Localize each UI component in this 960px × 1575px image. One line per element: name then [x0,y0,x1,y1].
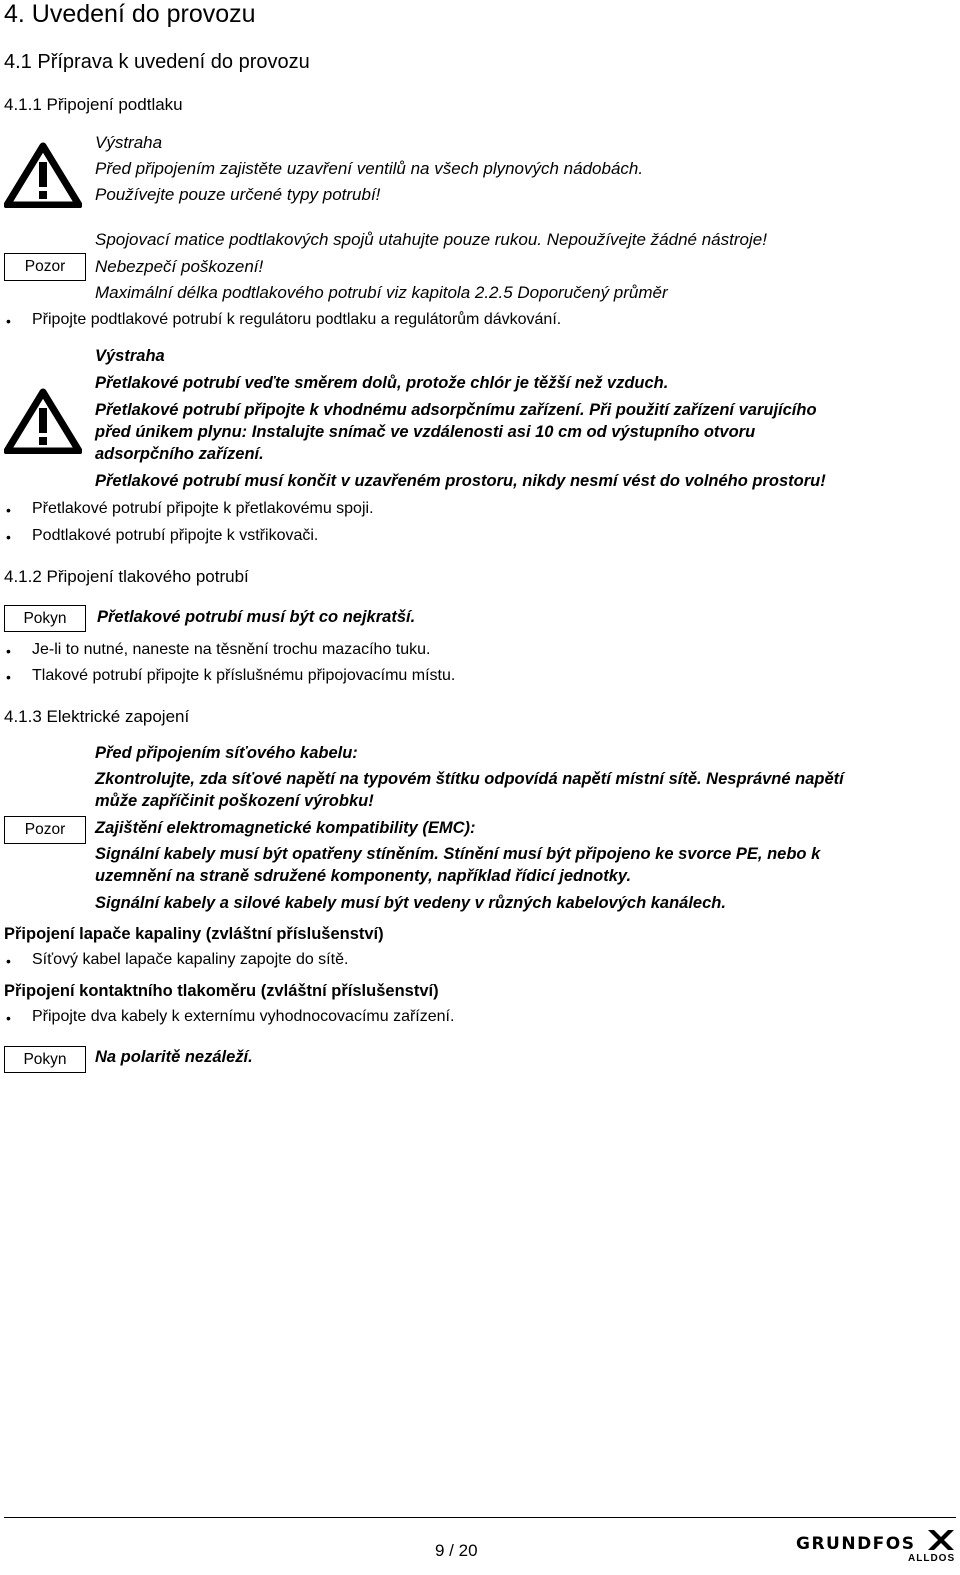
bullet-icon: • [6,1010,11,1026]
warning-text: Přetlakové potrubí musí končit v uzavřeném prostoru, nikdy nesmí vést do volného prostoru! [95,472,826,490]
bullet-icon: • [6,953,11,969]
bullet-icon: • [6,529,11,545]
caution-text: Signální kabely musí být opatřeny stíněním. Stínění musí být připojeno ke svorce PE, nebo k [95,845,821,863]
subsection-title-vacuum: 4.1.1 Připojení podtlaku [4,95,183,114]
caution-text: Maximální délka podtlakového potrubí viz kapitola 2.2.5 Doporučený průměr [95,283,668,302]
chapter-title: 4. Uvedení do provozu [4,0,256,28]
caution-text: Nebezpečí poškození! [95,257,264,276]
caution-text: Zkontrolujte, zda síťové napětí na typovém štítku odpovídá napětí místní sítě. Nesprávné napětí [95,770,844,788]
list-item: Přetlakové potrubí připojte k přetlakovému spoji. [32,500,374,517]
sub-brand-name: ALLDOS [908,1553,956,1564]
caution-text: uzemnění na straně sdružené komponenty, například řídicí jednotky. [95,867,632,885]
footer-divider [4,1517,956,1518]
caution-tag: Pozor [4,816,86,844]
page-number: 9 / 20 [435,1541,478,1560]
warning-triangle-icon [4,388,82,454]
bullet-icon: • [6,313,11,329]
list-item: Síťový kabel lapače kapaliny zapojte do sítě. [32,951,349,968]
caution-tag: Pozor [4,253,86,281]
list-item: Tlakové potrubí připojte k příslušnému připojovacímu místu. [32,667,456,684]
bullet-icon: • [6,669,11,685]
bullet-icon: • [6,643,11,659]
list-item: Připojte podtlakové potrubí k regulátoru podtlaku a regulátorům dávkování. [32,311,562,328]
note-text: Přetlakové potrubí musí být co nejkratší. [97,608,416,626]
caution-text: může zapříčinit poškození výrobku! [95,792,374,810]
note-text: Na polaritě nezáleží. [95,1048,253,1066]
subheading-liquid-trap: Připojení lapače kapaliny (zvláštní příslušenství) [4,925,384,943]
warning-text: před únikem plynu: Instalujte snímač ve vzdálenosti asi 10 cm od výstupního otvoru [95,423,756,441]
note-tag: Pokyn [4,605,86,632]
caution-text: Před připojením síťového kabelu: [95,744,358,762]
warning-title: Výstraha [95,133,163,152]
note-tag: Pokyn [4,1046,86,1073]
subsection-title-pressure: 4.1.2 Připojení tlakového potrubí [4,567,249,586]
warning-text: Přetlakové potrubí připojte k vhodnému adsorpčnímu zařízení. Při použití zařízení varujícího [95,401,817,419]
section-title: 4.1 Příprava k uvedení do provozu [4,51,310,73]
warning-triangle-icon [4,142,82,208]
caution-text: Signální kabely a silové kabely musí být vedeny v různých kabelových kanálech. [95,894,726,912]
subheading-pressure-gauge: Připojení kontaktního tlakoměru (zvláštní příslušenství) [4,982,439,1000]
warning-text: Přetlakové potrubí veďte směrem dolů, protože chlór je těžší než vzduch. [95,374,669,392]
list-item: Je-li to nutné, naneste na těsnění trochu mazacího tuku. [32,641,431,658]
caution-text: Zajištění elektromagnetické kompatibility (EMC): [95,819,476,837]
subsection-title-electrical: 4.1.3 Elektrické zapojení [4,707,190,726]
list-item: Podtlakové potrubí připojte k vstřikovači. [32,527,319,544]
bullet-icon: • [6,502,11,518]
grundfos-logo-icon [926,1528,956,1552]
warning-title: Výstraha [95,347,165,365]
warning-text: adsorpčního zařízení. [95,445,264,463]
warning-text: Používejte pouze určené typy potrubí! [95,185,381,204]
warning-text: Před připojením zajistěte uzavření ventilů na všech plynových nádobách. [95,159,644,178]
list-item: Připojte dva kabely k externímu vyhodnocovacímu zařízení. [32,1008,455,1025]
caution-text: Spojovací matice podtlakových spojů utahujte pouze rukou. Nepoužívejte žádné nástroje! [95,230,767,249]
brand-name: GRUNDFOS [796,1534,916,1554]
